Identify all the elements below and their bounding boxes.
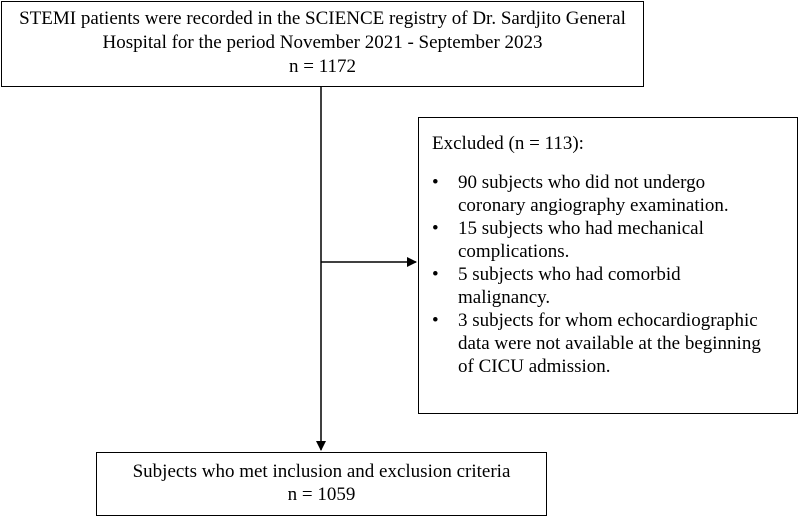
bullet-icon: • [432, 218, 439, 239]
enrollment-description-line-1: STEMI patients were recorded in the SCIENCE registry of Dr. Sardjito General [19, 8, 626, 29]
exclusion-item [432, 263, 787, 309]
included-description: Subjects who met inclusion and exclusion criteria [132, 461, 511, 482]
exclusion-item-text: of CICU admission. [458, 356, 611, 377]
exclusion-item-text: complications. [458, 241, 570, 262]
bullet-icon: • [432, 264, 439, 285]
exclusion-item [432, 309, 787, 378]
enrollment-box [1, 1, 644, 87]
included-box [96, 452, 547, 516]
exclusion-item-text: 15 subjects who had mechanical [458, 218, 704, 239]
exclusion-list [432, 171, 787, 378]
exclusion-item [432, 217, 787, 263]
bullet-icon: • [432, 172, 439, 193]
exclusion-item-text: data were not available at the beginning [458, 333, 761, 354]
exclusion-item [432, 171, 787, 217]
enrollment-description-line-2: Hospital for the period November 2021 - September 2023 [102, 32, 543, 53]
exclusion-item-text: 3 subjects for whom echocardiographic [458, 310, 758, 331]
exclusion-item-text: coronary angiography examination. [458, 195, 729, 216]
exclusion-box [418, 117, 798, 414]
enrollment-count: n = 1172 [288, 56, 356, 77]
exclusion-item-text: malignancy. [458, 287, 551, 308]
exclusion-title: Excluded (n = 113): [432, 133, 584, 154]
bullet-icon: • [432, 310, 439, 331]
included-count: n = 1059 [287, 484, 356, 505]
exclusion-item-text: 5 subjects who had comorbid [458, 264, 681, 285]
exclusion-item-text: 90 subjects who did not undergo [458, 172, 706, 193]
